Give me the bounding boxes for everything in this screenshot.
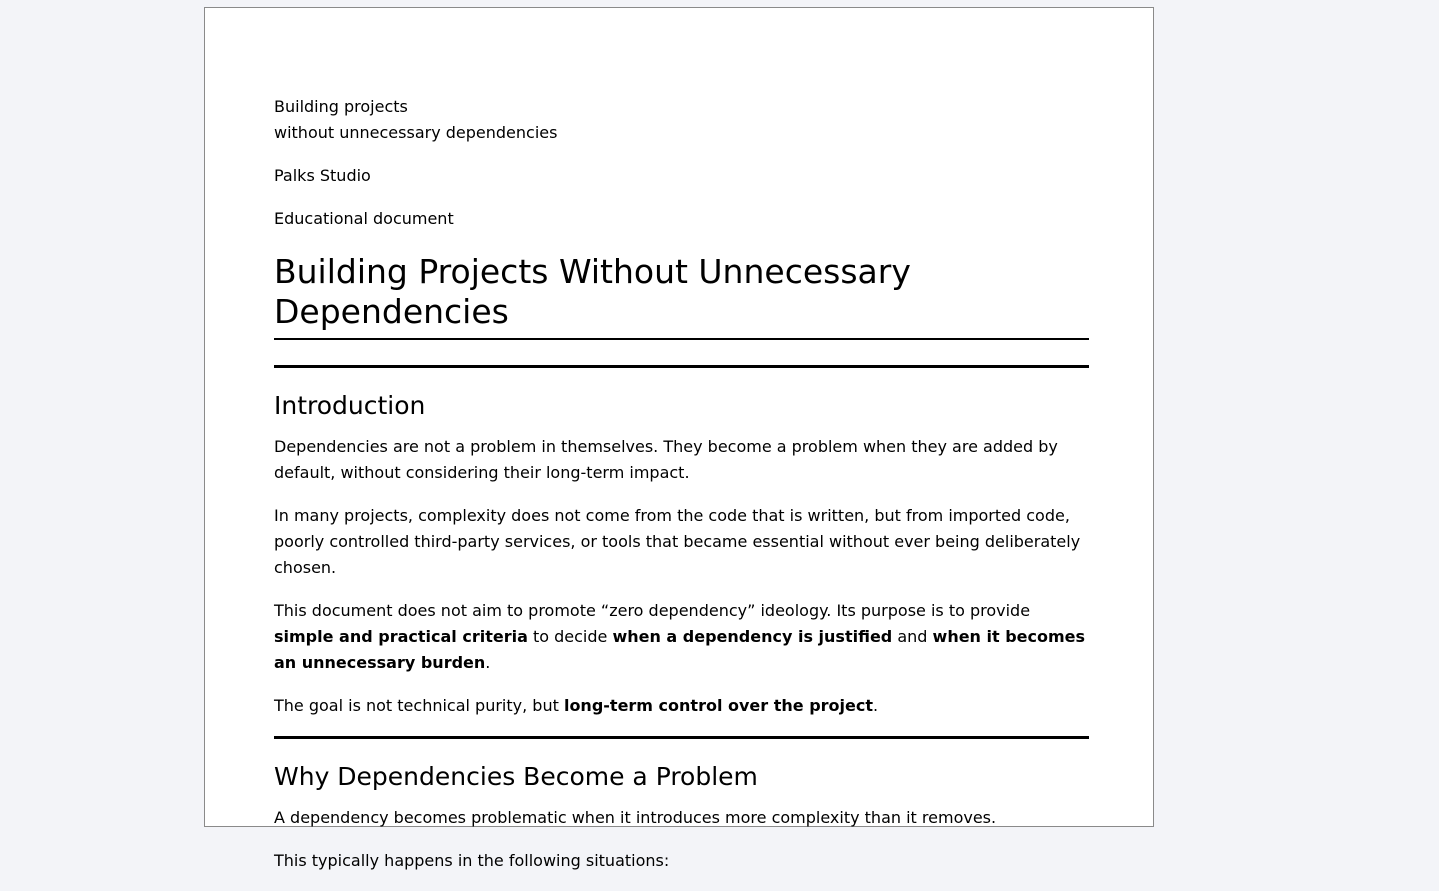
paragraph: In many projects, complexity does not come from the code that is written, but from imported code, poorly controlled third-party services, or tools that became essential without ever being deliberately chosen. <box>274 506 1081 577</box>
bold-text: long-term control over the project <box>563 696 873 715</box>
divider <box>274 365 1089 368</box>
section-heading-introduction: Introduction <box>274 391 426 420</box>
text-run: . <box>485 653 491 672</box>
document-meta <box>274 94 1089 232</box>
text-run: . <box>873 696 879 715</box>
text-run: The goal is not technical purity, but <box>274 696 564 715</box>
text-run: This document does not aim to promote “zero dependency” ideology. Its purpose is to provide <box>274 601 1031 620</box>
bold-text: simple and practical criteria <box>274 627 528 646</box>
meta-author: Palks Studio <box>274 166 371 185</box>
meta-title <box>274 94 1089 146</box>
text-run: and <box>892 627 933 646</box>
document-content <box>274 94 1089 891</box>
section-heading-why-dependencies: Why Dependencies Become a Problem <box>274 762 758 791</box>
paragraph <box>274 693 1089 719</box>
divider <box>274 736 1089 739</box>
meta-title-line-1: Building projects <box>274 97 408 116</box>
text-run: to decide <box>527 627 613 646</box>
paragraph <box>274 598 1089 676</box>
section-introduction <box>274 434 1089 719</box>
document-title: Building Projects Without Unnecessary Dependencies <box>274 252 1089 340</box>
bold-text: when it becomes an unnecessary burden <box>274 627 1086 672</box>
paragraph: Dependencies are not a problem in themselves. They become a problem when they are added by default, without considering their long-term impact. <box>274 437 1058 482</box>
meta-title-line-2: without unnecessary dependencies <box>274 123 558 142</box>
paragraph: A dependency becomes problematic when it introduces more complexity than it removes. <box>274 808 997 827</box>
bold-text: when a dependency is justified <box>612 627 893 646</box>
paragraph: This typically happens in the following situations: <box>274 851 670 870</box>
document-page <box>204 7 1154 870</box>
meta-doc-type: Educational document <box>274 209 454 228</box>
section-why-dependencies <box>274 805 1089 874</box>
